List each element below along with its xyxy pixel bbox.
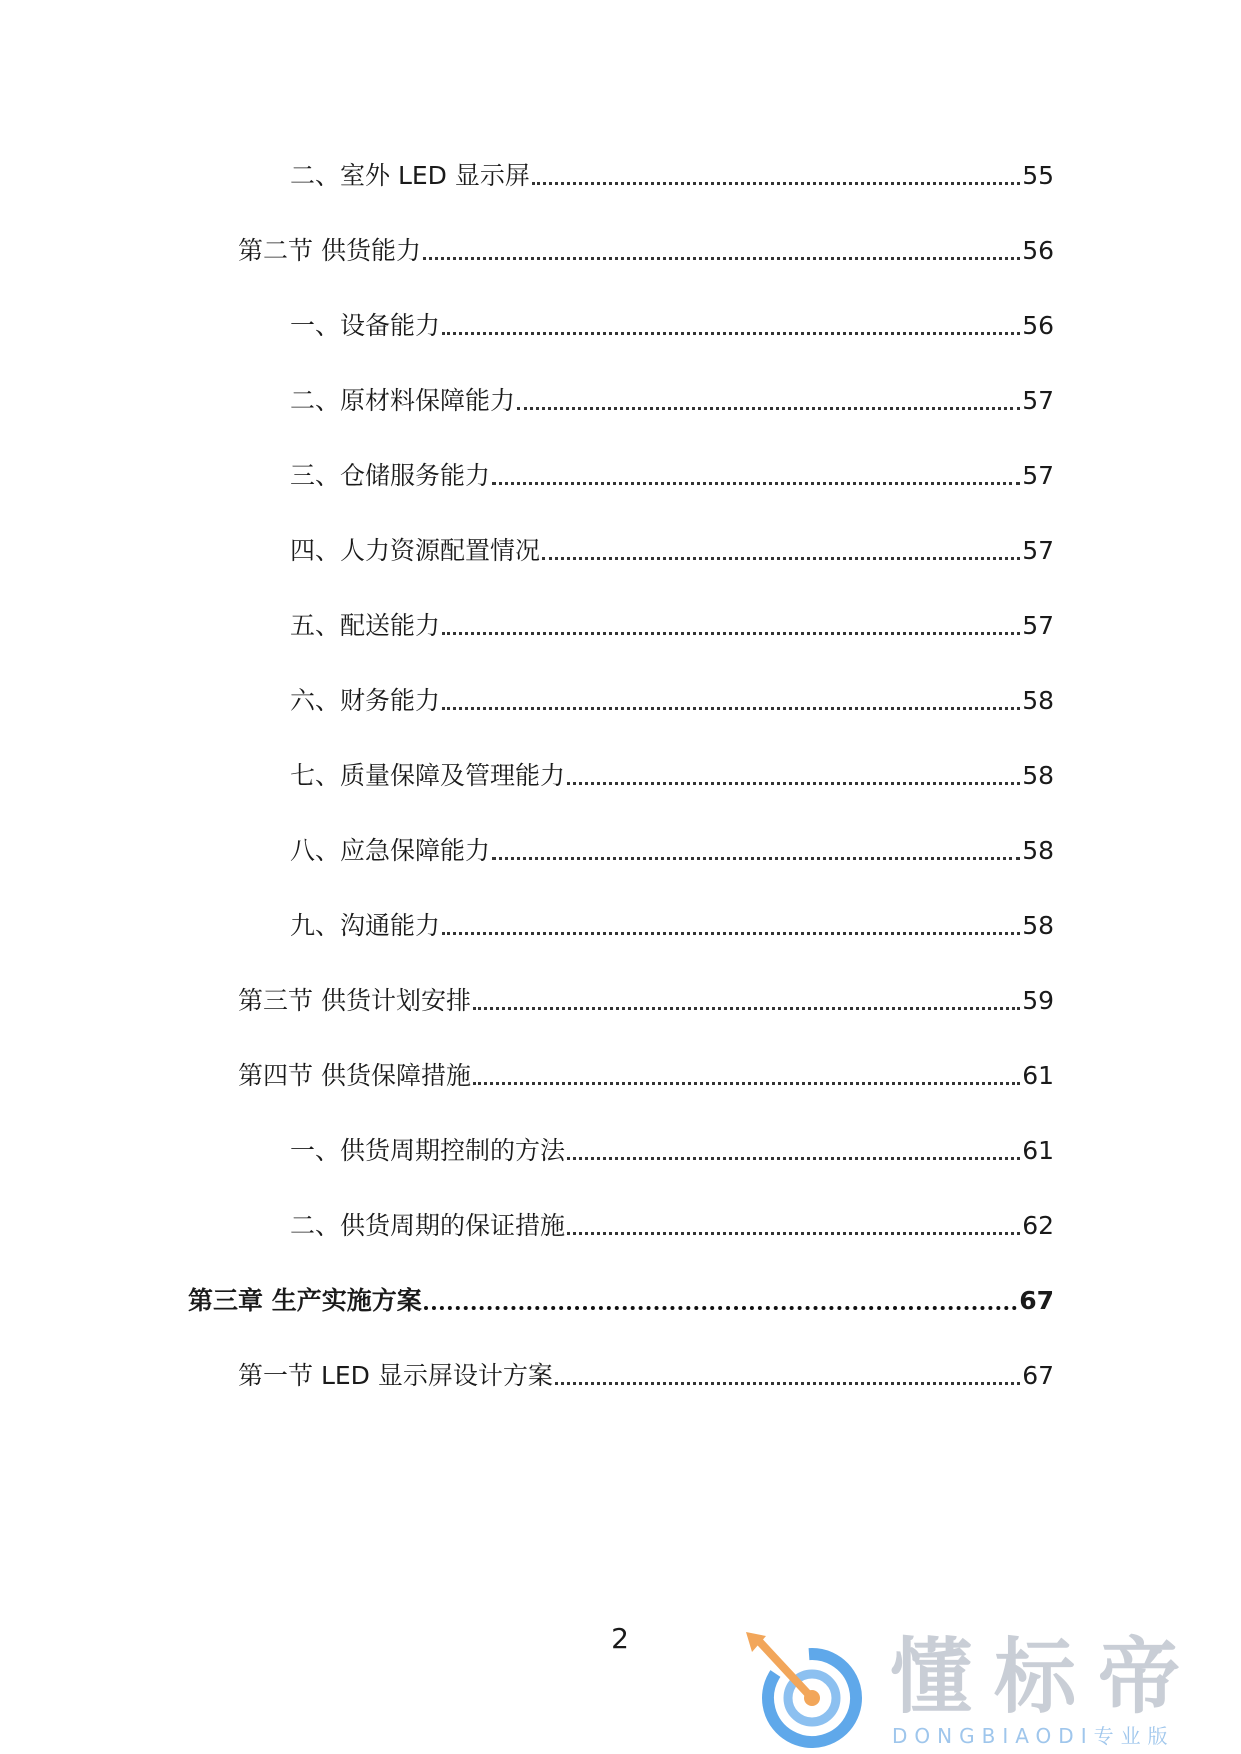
toc-entry[interactable] [290, 302, 1054, 342]
toc-entry[interactable] [290, 377, 1054, 417]
toc-entry-page: 57 [1022, 611, 1054, 640]
toc-dot-leader [567, 1232, 1020, 1235]
toc-entry-page: 61 [1022, 1061, 1054, 1090]
toc-dot-leader [532, 182, 1020, 185]
toc-entry-title: 第四节 供货保障措施 [238, 1061, 471, 1090]
toc-dot-leader [492, 482, 1020, 485]
toc-entry-title: 二、原材料保障能力 [290, 386, 516, 415]
watermark-brand-subtitle: DONGBIAODI专业版 [892, 1724, 1175, 1748]
toc-entry-title: 九、沟通能力 [290, 911, 441, 940]
toc-entry[interactable] [290, 1127, 1054, 1167]
toc-entry-page: 61 [1022, 1136, 1054, 1165]
toc-entry[interactable] [290, 152, 1054, 192]
toc-entry-page: 62 [1022, 1211, 1054, 1240]
toc-entry[interactable] [290, 902, 1054, 942]
toc-entry-title: 七、质量保障及管理能力 [290, 761, 566, 790]
toc-dot-leader [517, 407, 1020, 410]
toc-entry[interactable] [290, 752, 1054, 792]
toc-entry-page: 67 [1019, 1286, 1054, 1315]
toc-entry[interactable] [238, 1352, 1054, 1392]
toc-entry-page: 56 [1022, 236, 1054, 265]
target-arrow-logo-icon [740, 1630, 870, 1748]
toc-dot-leader [442, 932, 1020, 935]
toc-dot-leader [555, 1382, 1020, 1385]
toc-entry-title: 六、财务能力 [290, 686, 441, 715]
toc-dot-leader [442, 707, 1020, 710]
toc-entry-page: 57 [1022, 536, 1054, 565]
toc-entry-title: 第三节 供货计划安排 [238, 986, 471, 1015]
page-number: 2 [611, 1622, 629, 1655]
watermark-brand-name: 懂标帝 [890, 1630, 1203, 1725]
toc-dot-leader [473, 1082, 1020, 1085]
toc-entry[interactable] [238, 1052, 1054, 1092]
toc-entry-page: 56 [1022, 311, 1054, 340]
toc-dot-leader [424, 1306, 1017, 1310]
toc-dot-leader [542, 557, 1020, 560]
toc-entry[interactable] [238, 977, 1054, 1017]
toc-dot-leader [567, 782, 1020, 785]
toc-entry[interactable] [290, 827, 1054, 867]
toc-dot-leader [423, 257, 1020, 260]
toc-entry-title: 第二节 供货能力 [238, 236, 421, 265]
brand-watermark [740, 1630, 1220, 1748]
toc-entry-title: 三、仓储服务能力 [290, 461, 491, 490]
toc-entry-title: 四、人力资源配置情况 [290, 536, 541, 565]
toc-dot-leader [473, 1007, 1020, 1010]
toc-dot-leader [567, 1157, 1020, 1160]
toc-entry[interactable] [290, 602, 1054, 642]
toc-entry-page: 57 [1022, 386, 1054, 415]
toc-entry-page: 55 [1022, 161, 1054, 190]
toc-entry[interactable] [290, 452, 1054, 492]
toc-entry-page: 58 [1022, 836, 1054, 865]
toc-entry-title: 二、室外 LED 显示屏 [290, 161, 530, 190]
toc-entry-page: 58 [1022, 911, 1054, 940]
toc-entry-page: 59 [1022, 986, 1054, 1015]
toc-entry-page: 58 [1022, 761, 1054, 790]
toc-entry[interactable] [290, 677, 1054, 717]
toc-entry-title: 二、供货周期的保证措施 [290, 1211, 566, 1240]
toc-entry-title: 五、配送能力 [290, 611, 441, 640]
toc-entry-page: 57 [1022, 461, 1054, 490]
toc-entry-chapter[interactable] [188, 1277, 1054, 1317]
toc-entry[interactable] [290, 1202, 1054, 1242]
toc-entry-page: 67 [1022, 1361, 1054, 1390]
toc-entry-page: 58 [1022, 686, 1054, 715]
toc-dot-leader [442, 332, 1020, 335]
toc-dot-leader [442, 632, 1020, 635]
toc-entry-title: 第一节 LED 显示屏设计方案 [238, 1361, 553, 1390]
toc-entry-title: 八、应急保障能力 [290, 836, 491, 865]
toc-entry[interactable] [290, 527, 1054, 567]
toc-dot-leader [492, 857, 1020, 860]
toc-entry-title: 第三章 生产实施方案 [188, 1286, 422, 1315]
toc-entry-title: 一、供货周期控制的方法 [290, 1136, 566, 1165]
toc-entry-title: 一、设备能力 [290, 311, 441, 340]
toc-entry[interactable] [238, 227, 1054, 267]
